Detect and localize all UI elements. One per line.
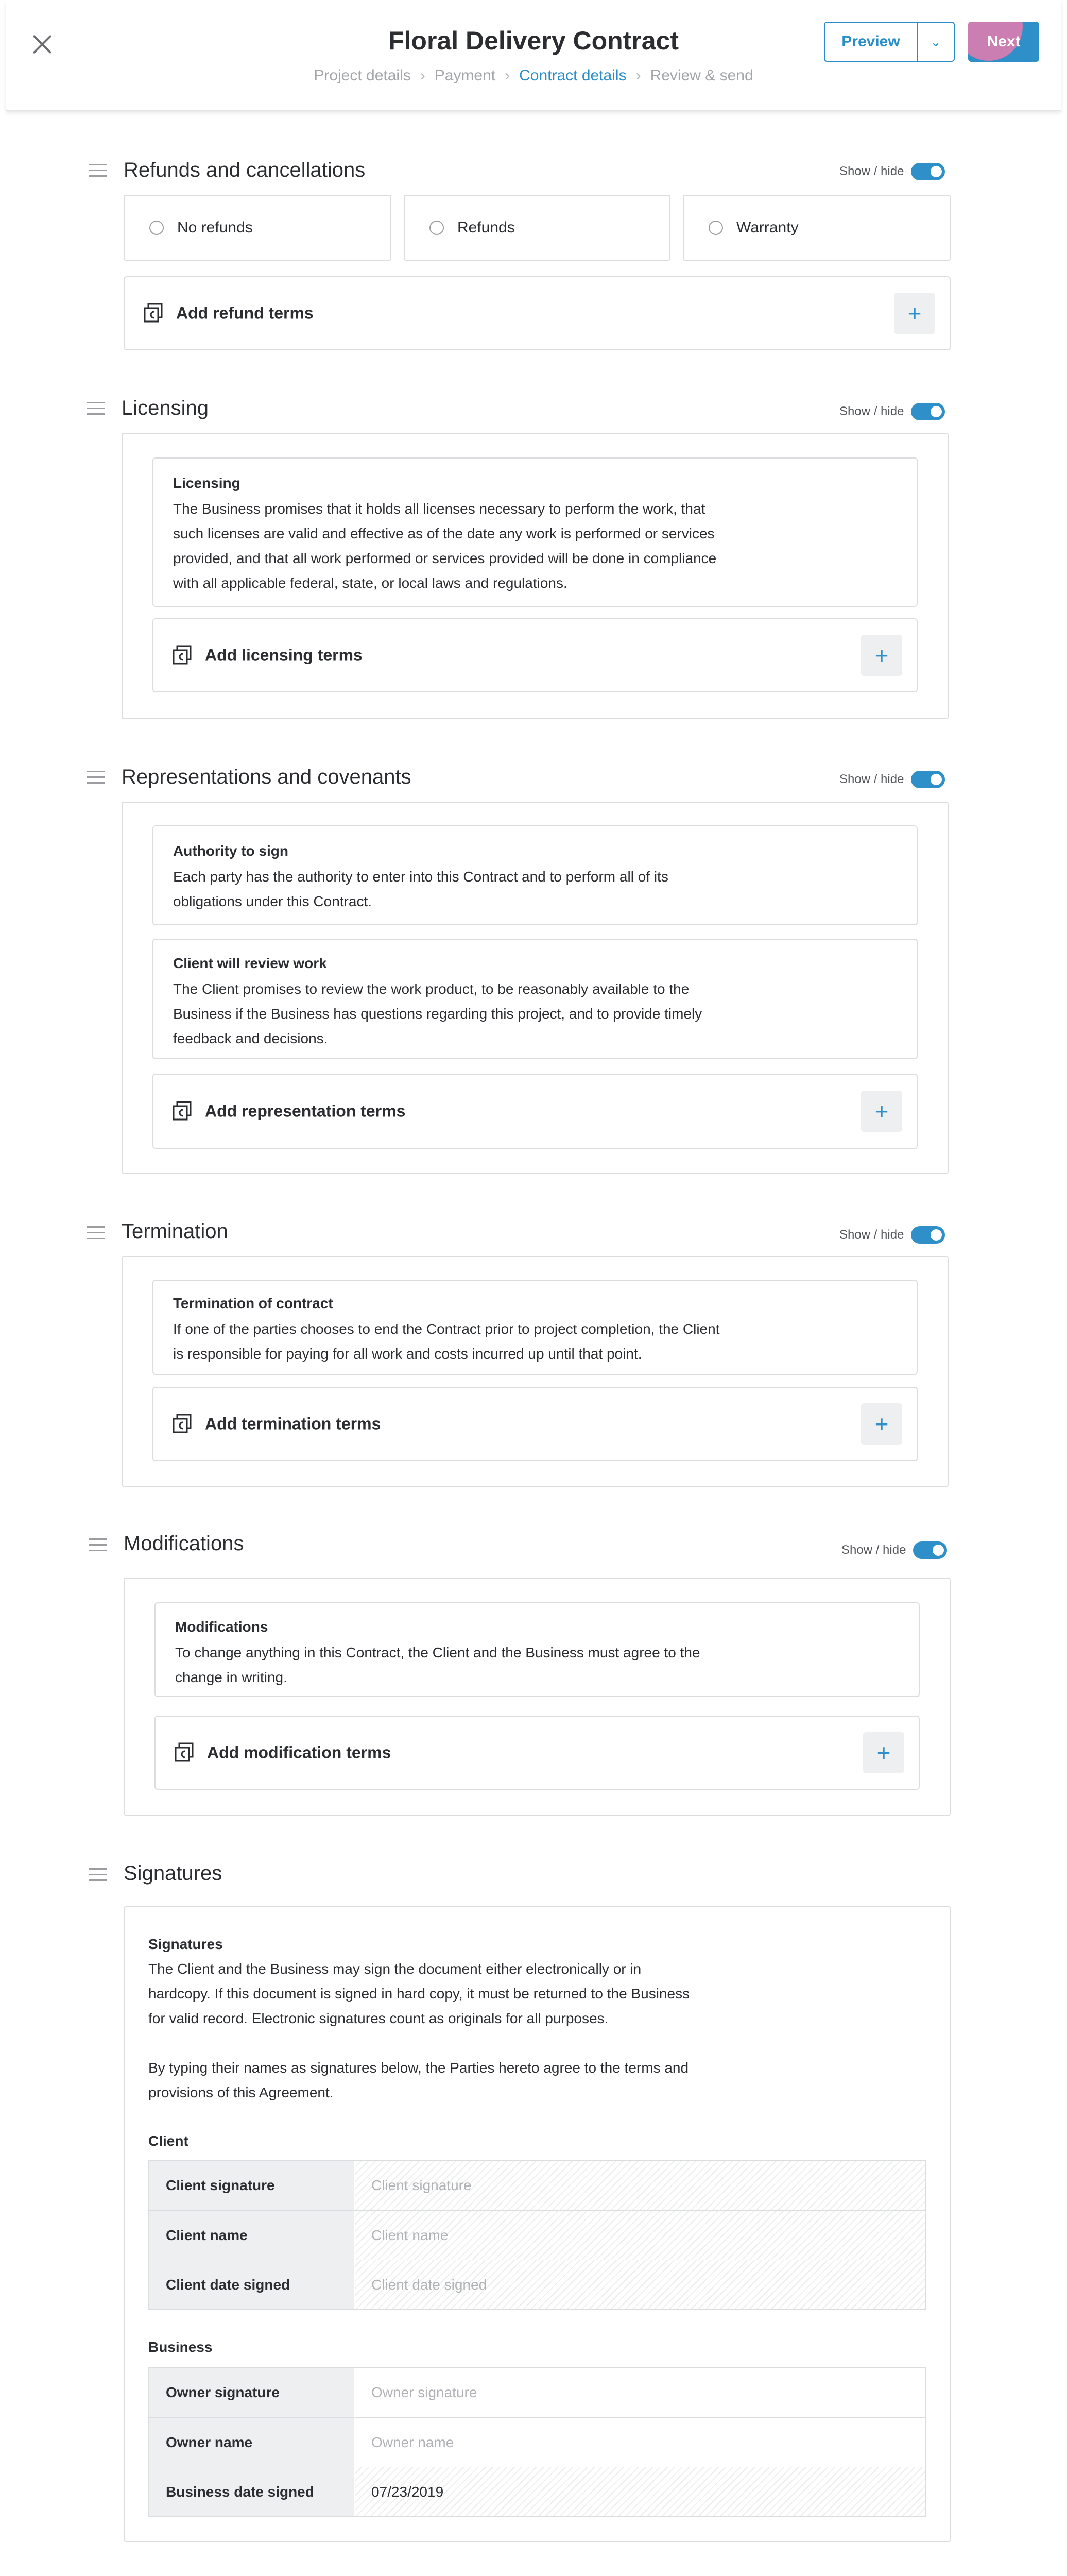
table-row: Owner name Owner name — [149, 2417, 925, 2467]
section-title-modifications: Modifications — [124, 1532, 244, 1555]
owner-name-field[interactable]: Owner name — [371, 2434, 454, 2450]
radio-circle-icon — [149, 221, 164, 235]
client-label: Client — [148, 2133, 188, 2149]
radio-warranty[interactable]: Warranty — [683, 195, 951, 261]
table-row: Owner signature Owner signature — [149, 2368, 925, 2417]
client-date-field[interactable]: Client date signed — [355, 2260, 925, 2309]
toggle-switch[interactable] — [911, 403, 945, 420]
clause-card-client-review[interactable]: Client will review work The Client promises to review the work product, to be reasonably available to the Business if the Business has questions regarding this project, and to provide timely feedback and decisions. — [152, 939, 918, 1059]
business-label: Business — [148, 2339, 213, 2355]
show-hide-termination[interactable]: Show / hide — [839, 1226, 945, 1244]
toggle-switch[interactable] — [913, 1541, 947, 1559]
client-signature-table — [148, 2160, 926, 2310]
add-licensing-terms[interactable]: Add licensing terms + — [152, 618, 918, 692]
client-signature-field[interactable]: Client signature — [355, 2161, 925, 2210]
section-title-licensing: Licensing — [122, 397, 209, 419]
business-signature-table — [148, 2367, 926, 2517]
radio-refunds[interactable]: Refunds — [404, 195, 670, 261]
drag-handle-icon[interactable] — [87, 402, 105, 415]
toggle-switch[interactable] — [911, 771, 945, 788]
section-title-termination: Termination — [122, 1220, 228, 1243]
clause-card-termination[interactable]: Termination of contract If one of the parties chooses to end the Contract prior to project completion, the Client is responsible for paying for all work and costs incurred up until that point. — [152, 1280, 918, 1375]
radio-circle-icon — [429, 221, 444, 235]
breadcrumb-project-details[interactable]: Project details — [314, 67, 411, 84]
drag-handle-icon[interactable] — [87, 771, 105, 784]
drag-handle-icon[interactable] — [89, 1868, 107, 1882]
plus-icon[interactable]: + — [861, 1403, 902, 1445]
add-clause-icon — [143, 303, 164, 324]
show-hide-modifications[interactable]: Show / hide — [841, 1541, 947, 1559]
clause-card-modifications[interactable]: Modifications To change anything in this Contract, the Client and the Business must agree to the change in writing. — [154, 1602, 920, 1697]
breadcrumb-separator: › — [420, 67, 425, 84]
breadcrumb-separator: › — [505, 67, 510, 84]
radio-no-refunds[interactable]: No refunds — [124, 195, 391, 261]
drag-handle-icon[interactable] — [87, 1226, 105, 1240]
top-bar — [6, 0, 1061, 111]
owner-signature-field[interactable]: Owner signature — [371, 2384, 477, 2400]
preview-button[interactable]: Preview — [824, 22, 918, 62]
signatures-card-title: Signatures — [148, 1936, 223, 1952]
add-modification-terms[interactable]: Add modification terms + — [154, 1716, 920, 1790]
table-row: Business date signed 07/23/2019 — [149, 2467, 925, 2516]
show-hide-representations[interactable]: Show / hide — [839, 771, 945, 788]
page-title: Floral Delivery Contract — [388, 26, 679, 55]
plus-icon[interactable]: + — [863, 1732, 904, 1773]
section-title-representations: Representations and covenants — [122, 766, 411, 788]
add-clause-icon — [172, 1101, 193, 1122]
add-termination-terms[interactable]: Add termination terms + — [152, 1387, 918, 1461]
add-refund-terms[interactable]: Add refund terms + — [124, 276, 951, 350]
table-row: Client signature Client signature — [149, 2161, 925, 2210]
clause-card-licensing[interactable]: Licensing The Business promises that it holds all licenses necessary to perform the work, that such licenses are valid and effective as of the date any work is performed or services provided, and that all work performed or services provided will be done in compliance with all applicable federal, state, or local laws and regulations. — [152, 457, 918, 607]
radio-circle-icon — [709, 221, 723, 235]
breadcrumb — [0, 67, 1067, 84]
show-hide-refunds[interactable]: Show / hide — [839, 163, 945, 180]
toggle-switch[interactable] — [911, 163, 945, 180]
next-button[interactable]: Next — [968, 22, 1039, 62]
plus-icon[interactable]: + — [894, 293, 935, 334]
signatures-text: The Client and the Business may sign the document either electronically or in hardcopy. If this document is signed in hard copy, it must be returned to the Business for valid record. Electronic signatures count as originals for all purposes. By typing their names as signatures below, the Parties hereto agree to the terms and provisions of this Agreement. — [148, 1961, 690, 2100]
plus-icon[interactable]: + — [861, 1091, 902, 1132]
section-title-signatures: Signatures — [124, 1862, 222, 1885]
add-clause-icon — [172, 645, 193, 666]
drag-handle-icon[interactable] — [89, 1538, 107, 1552]
add-clause-icon — [174, 1742, 195, 1763]
breadcrumb-payment[interactable]: Payment — [434, 67, 496, 84]
chevron-down-icon: ⌄ — [930, 33, 941, 49]
drag-handle-icon[interactable] — [89, 164, 107, 177]
clause-card-authority[interactable]: Authority to sign Each party has the authority to enter into this Contract and to perform all of its obligations under this Contract. — [152, 825, 918, 925]
breadcrumb-separator: › — [635, 67, 641, 84]
preview-dropdown-button[interactable] — [917, 22, 955, 62]
section-title-refunds: Refunds and cancellations — [124, 159, 366, 181]
plus-icon[interactable]: + — [861, 635, 902, 676]
toggle-switch[interactable] — [911, 1226, 945, 1244]
client-name-field[interactable]: Client name — [355, 2211, 925, 2260]
add-clause-icon — [172, 1414, 193, 1434]
add-representation-terms[interactable]: Add representation terms + — [152, 1074, 918, 1149]
show-hide-licensing[interactable]: Show / hide — [839, 403, 945, 420]
breadcrumb-review-send[interactable]: Review & send — [650, 67, 753, 84]
table-row: Client name Client name — [149, 2210, 925, 2260]
business-date-field: 07/23/2019 — [355, 2467, 925, 2516]
table-row: Client date signed Client date signed — [149, 2260, 925, 2309]
breadcrumb-contract-details[interactable]: Contract details — [519, 67, 627, 84]
